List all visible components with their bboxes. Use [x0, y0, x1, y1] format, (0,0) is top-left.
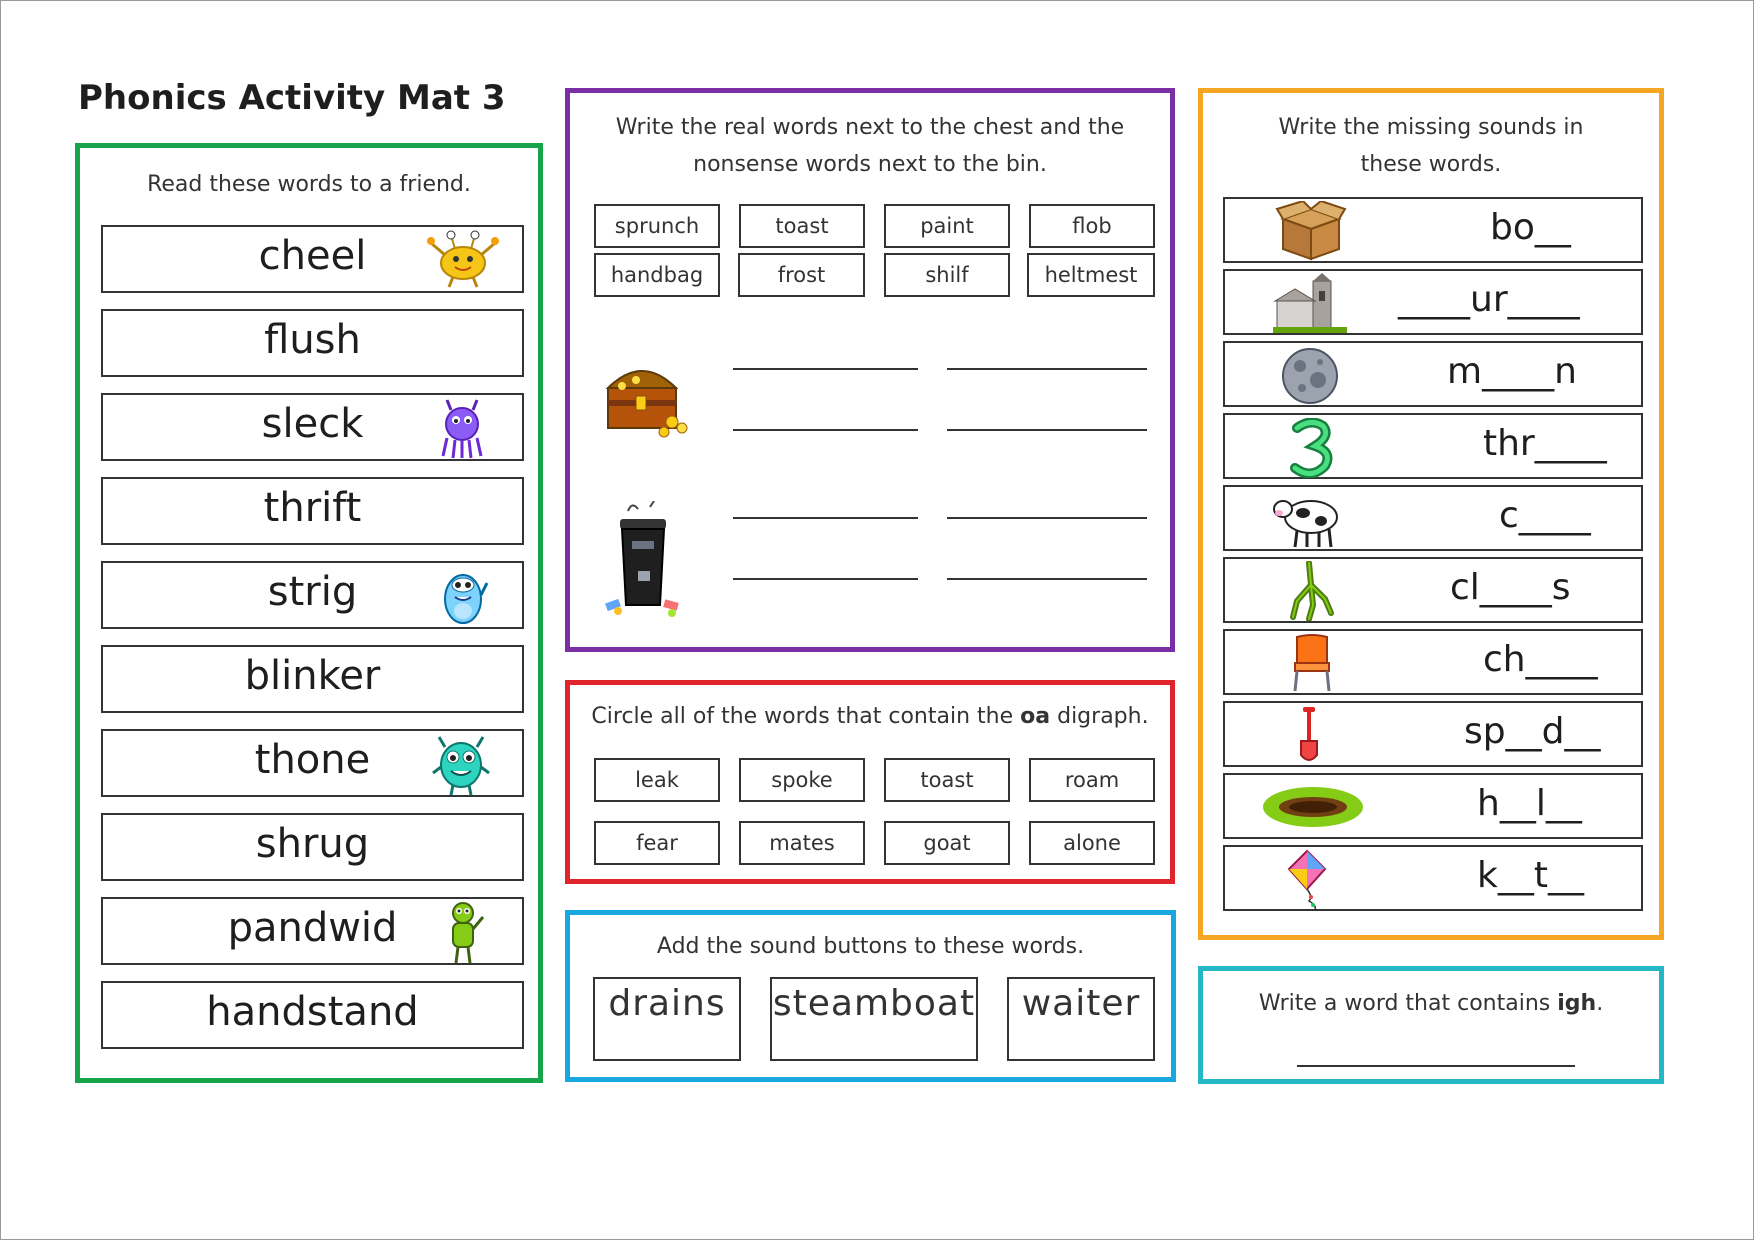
- digraph-word-fear[interactable]: fear: [594, 821, 720, 865]
- sort-word-shilf: shilf: [884, 253, 1010, 297]
- igh-bold: igh: [1557, 991, 1597, 1016]
- digraph-word-leak[interactable]: leak: [594, 758, 720, 802]
- bin-answer-line-1[interactable]: [733, 517, 918, 519]
- digraph-word-mates[interactable]: mates: [739, 821, 865, 865]
- bin-icon: [598, 501, 688, 621]
- sound-word-drains[interactable]: drains: [593, 977, 741, 1061]
- sort-word-handbag: handbag: [594, 253, 720, 297]
- missing-row-church: [1223, 269, 1643, 335]
- word-strig: strig: [267, 569, 358, 615]
- word-card-thrift: [101, 477, 524, 545]
- word-card-thone: [101, 729, 524, 797]
- digraph-word-toast[interactable]: toast: [884, 758, 1010, 802]
- sound-word-steamboat[interactable]: steamboat: [770, 977, 978, 1061]
- word-thone: thone: [254, 737, 371, 783]
- teal-monster-icon: [431, 733, 491, 797]
- chest-answer-line-2[interactable]: [947, 368, 1147, 370]
- missing-sounds-panel: [1198, 88, 1664, 940]
- bin-answer-line-3[interactable]: [733, 578, 918, 580]
- hole-icon: [1261, 785, 1365, 829]
- cow-icon: [1273, 489, 1347, 549]
- digraph-word-alone[interactable]: alone: [1029, 821, 1155, 865]
- igh-answer-line[interactable]: [1297, 1065, 1575, 1067]
- chest-answer-line-1[interactable]: [733, 368, 918, 370]
- word-sleck: sleck: [261, 401, 364, 447]
- igh-panel: [1198, 966, 1664, 1084]
- chest-answer-line-3[interactable]: [733, 429, 918, 431]
- digraph-panel: [565, 680, 1175, 884]
- sound-buttons-instruction: Add the sound buttons to these words.: [656, 934, 1085, 959]
- word-handstand: handstand: [206, 989, 419, 1035]
- digraph-instruction: Circle all of the words that contain the oa digraph.: [591, 704, 1149, 729]
- missing-word-cow: c____: [1499, 495, 1591, 536]
- sort-word-frost: frost: [738, 253, 865, 297]
- sort-instruction-line1: Write the real words next to the chest and the: [615, 115, 1125, 140]
- number-three-icon: [1289, 418, 1333, 478]
- treasure-chest-icon: [602, 358, 694, 440]
- digraph-oa: oa: [1020, 704, 1051, 729]
- missing-word-thr: thr____: [1483, 423, 1607, 464]
- church-icon: [1273, 273, 1347, 333]
- missing-word-moon: m____n: [1447, 351, 1577, 392]
- page-title: Phonics Activity Mat 3: [78, 78, 506, 118]
- sort-instruction-line2: nonsense words next to the bin.: [693, 152, 1047, 177]
- word-card-sleck: [101, 393, 524, 461]
- bin-answer-line-4[interactable]: [947, 578, 1147, 580]
- chair-icon: [1287, 633, 1337, 693]
- word-card-strig: [101, 561, 524, 629]
- word-card-flush: [101, 309, 524, 377]
- word-card-blinker: [101, 645, 524, 713]
- read-instruction: Read these words to a friend.: [147, 172, 471, 197]
- word-cheel: cheel: [258, 233, 367, 279]
- digraph-word-spoke[interactable]: spoke: [739, 758, 865, 802]
- box-icon: [1275, 201, 1347, 261]
- moon-icon: [1280, 346, 1340, 406]
- missing-instruction-line2: these words.: [1360, 152, 1502, 177]
- missing-instruction-line1: Write the missing sounds in: [1278, 115, 1584, 140]
- word-card-handstand: [101, 981, 524, 1049]
- missing-word-spade: sp__d__: [1464, 711, 1601, 752]
- missing-row-box: [1223, 197, 1643, 263]
- missing-row-chair: [1223, 629, 1643, 695]
- missing-row-claws: [1223, 557, 1643, 623]
- missing-word-claws: cl____s: [1450, 567, 1571, 608]
- missing-row-kite: [1223, 845, 1643, 911]
- word-card-cheel: [101, 225, 524, 293]
- missing-row-moon: [1223, 341, 1643, 407]
- word-thrift: thrift: [263, 485, 362, 531]
- missing-row-spade: [1223, 701, 1643, 767]
- sort-word-toast: toast: [739, 204, 865, 248]
- digraph-word-goat[interactable]: goat: [884, 821, 1010, 865]
- missing-word-bo: bo__: [1490, 207, 1571, 248]
- missing-word-chair: ch____: [1483, 639, 1598, 680]
- sort-word-flob: flob: [1029, 204, 1155, 248]
- igh-instruction: Write a word that contains igh.: [1258, 991, 1604, 1016]
- spade-icon: [1295, 705, 1325, 765]
- kite-icon: [1287, 849, 1337, 911]
- word-blinker: blinker: [244, 653, 381, 699]
- read-words-panel: [75, 143, 543, 1083]
- sort-word-sprunch: sprunch: [594, 204, 720, 248]
- word-shrug: shrug: [255, 821, 370, 867]
- word-flush: flush: [264, 317, 361, 363]
- claws-icon: [1287, 561, 1337, 621]
- missing-row-cow: [1223, 485, 1643, 551]
- blue-monster-icon: [437, 565, 489, 629]
- missing-word-hole: h__l__: [1477, 783, 1582, 824]
- purple-monster-icon: [437, 398, 487, 460]
- missing-row-hole: [1223, 773, 1643, 839]
- chest-answer-line-4[interactable]: [947, 429, 1147, 431]
- bin-answer-line-2[interactable]: [947, 517, 1147, 519]
- sort-word-paint: paint: [884, 204, 1010, 248]
- missing-word-kite: k__t__: [1477, 855, 1584, 896]
- digraph-word-roam[interactable]: roam: [1029, 758, 1155, 802]
- word-pandwid: pandwid: [227, 905, 398, 951]
- sort-words-panel: [565, 88, 1175, 652]
- word-card-shrug: [101, 813, 524, 881]
- missing-row-three: [1223, 413, 1643, 479]
- yellow-monster-icon: [425, 229, 501, 291]
- green-monster-icon: [443, 901, 487, 965]
- sound-buttons-panel: [565, 910, 1176, 1082]
- missing-word-ur: ____ur____: [1398, 279, 1580, 320]
- word-card-pandwid: [101, 897, 524, 965]
- sound-word-waiter[interactable]: waiter: [1007, 977, 1155, 1061]
- sort-word-heltmest: heltmest: [1027, 253, 1155, 297]
